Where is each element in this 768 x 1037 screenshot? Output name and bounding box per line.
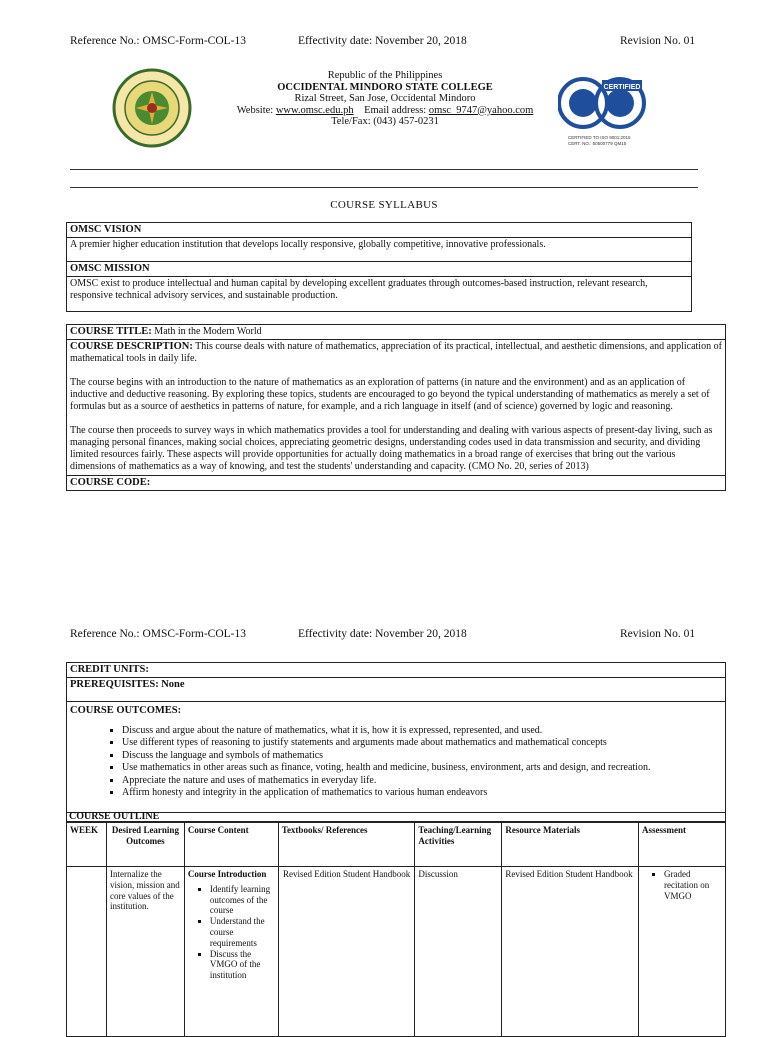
table-row	[67, 867, 726, 1037]
cell-textbooks: Revised Edition Student Handbook	[278, 867, 415, 1037]
course-description-label: COURSE DESCRIPTION:	[70, 341, 193, 352]
outcome-item: ▪ Use different types of reasoning to justify statements and arguments made about mathematics and mathematical concepts	[122, 737, 722, 749]
divider-line	[70, 169, 698, 170]
cell-week	[67, 867, 107, 1037]
header-desired-outcomes: Desired Learning Outcomes	[106, 823, 184, 867]
vision-text: A premier higher education institution that develops locally responsive, globally competitive, innovative professionals.	[67, 238, 691, 262]
course-description-p1: This course deals with nature of mathematics, appreciation of its practical, intellectual, and aesthetic dimensions, and application of mathematical tools in daily life.	[70, 341, 722, 364]
header-resources: Resource Materials	[502, 823, 639, 867]
effectivity-date: Effectivity date: November 20, 2018	[298, 628, 467, 640]
course-title-label: COURSE TITLE:	[70, 326, 152, 337]
prerequisites-value: None	[161, 679, 185, 690]
cell-activities: Discussion	[415, 867, 502, 1037]
course-outcomes-label: COURSE OUTCOMES:	[70, 705, 182, 716]
assessment-item: ▪ Graded recitation on VMGO	[664, 869, 722, 901]
content-item: ▪ Discuss the VMGO of the institution	[210, 949, 275, 981]
vision-label: OMSC VISION	[67, 223, 691, 238]
cell-assessment	[639, 867, 726, 1037]
course-info-table	[66, 324, 726, 491]
cell-course-content	[184, 867, 278, 1037]
header-week: WEEK	[67, 823, 107, 867]
assessment-list	[642, 869, 722, 901]
course-title: Math in the Modern World	[154, 326, 262, 337]
reference-number: Reference No.: OMSC-Form-COL-13	[70, 35, 246, 47]
contact-line	[230, 105, 540, 117]
course-outcomes-list	[70, 725, 722, 799]
header-assessment: Assessment	[639, 823, 726, 867]
course-title-row	[67, 325, 725, 340]
telefax: Tele/Fax: (043) 457-0231	[331, 116, 439, 128]
email-label: Email address:	[364, 104, 427, 116]
course-outcomes	[67, 702, 725, 813]
cell-desired-outcomes: Internalize the vision, mission and core values of the institution.	[106, 867, 184, 1037]
college-name: OCCIDENTAL MINDORO STATE COLLEGE	[277, 81, 493, 93]
vision-mission-table	[66, 222, 692, 312]
mission-label: OMSC MISSION	[67, 262, 691, 277]
course-description-p3: The course then proceeds to survey ways in which mathematics provides a tool for understanding and dealing with various aspects of present-day living, such as managing personal finances, making social choices, appreciating geometric designs, understanding codes used in data transmission and security, and dividing limited resources fairly. These aspects will provide opportunities for actually doing mathematics in a broad range of exercises that bring out the various dimensions of mathematics as a way of knowing, and test the students' understanding and capacity. (CMO No. 20, series of 2013)	[70, 425, 713, 472]
outcome-item: ▪ Discuss the language and symbols of mathematics	[122, 750, 722, 762]
course-introduction-title: Course Introduction	[187, 869, 267, 879]
prerequisites-row	[67, 678, 725, 702]
outcome-item: ▪ Appreciate the nature and uses of mathematics in everyday life.	[122, 775, 722, 787]
revision-number: Revision No. 01	[620, 628, 696, 640]
republic-line: Republic of the Philippines	[327, 70, 443, 81]
mission-text: OMSC exist to produce intellectual and human capital by developing excellent graduates through outcomes-based instruction, relevant research, responsive technical advisory services, and sustainable production.	[70, 278, 648, 301]
course-details-table	[66, 662, 726, 822]
credit-units-label: CREDIT UNITS:	[67, 663, 725, 678]
course-description-p2: The course begins with an introduction to the nature of mathematics as an exploration of patterns (in nature and the environment) and as an application of inductive and deductive reasoning. By exploring these topics, students are encouraged to go beyond the typical understanding of mathematics as merely a set of formulas but as a source of aesthetics in patterns of nature, for example, and a rich language in itself (and of science) governed by logic and reasoning.	[70, 377, 710, 412]
divider-line	[70, 187, 698, 188]
cert-number: CERT. NO.: 50500779 QM15	[568, 141, 627, 146]
college-seal-logo	[112, 68, 192, 148]
course-description	[67, 340, 725, 476]
document-title: COURSE SYLLABUS	[330, 199, 438, 211]
prerequisites-label: PREREQUISITES:	[70, 679, 159, 690]
reference-number: Reference No.: OMSC-Form-COL-13	[70, 628, 246, 640]
website-label: Website:	[236, 104, 274, 116]
outcome-item: ▪ Discuss and argue about the nature of mathematics, what it is, how it is expressed, represented, and used.	[122, 725, 722, 737]
header-course-content: Course Content	[184, 823, 278, 867]
content-item: ▪ Understand the course requirements	[210, 916, 275, 948]
content-item: ▪ Identify learning outcomes of the course	[210, 884, 275, 916]
effectivity-date: Effectivity date: November 20, 2018	[298, 35, 467, 47]
college-address: Rizal Street, San Jose, Occidental Mindoro	[294, 93, 476, 105]
website-link[interactable]: www.omsc.edu.ph	[275, 104, 354, 116]
outcome-item: ▪ Affirm honesty and integrity in the application of mathematics to various human endeavors	[122, 787, 722, 799]
header-activities: Teaching/Learning Activities	[415, 823, 502, 867]
letterhead	[230, 70, 540, 128]
course-outline-table	[66, 822, 726, 1037]
outcome-item: ▪ Use mathematics in other areas such as finance, voting, health and medicine, business, environment, arts and design, and recreation.	[122, 762, 722, 774]
course-outline	[66, 811, 726, 1037]
revision-number: Revision No. 01	[620, 35, 696, 47]
course-code-label: COURSE CODE:	[70, 477, 151, 488]
email-link[interactable]: omsc_9747@yahoo.com	[428, 104, 534, 116]
cert-badge-text: CERTIFIED	[603, 84, 641, 91]
outline-header-row	[67, 823, 726, 867]
course-content-list	[188, 884, 275, 981]
course-outline-label: COURSE OUTLINE	[69, 811, 160, 822]
cert-standard: CERTIFIED TO ISO 9001:2015	[568, 135, 631, 140]
header-textbooks: Textbooks/ References	[278, 823, 415, 867]
cell-resources: Revised Edition Student Handbook	[502, 867, 639, 1037]
iso-certification-badge	[558, 76, 650, 148]
